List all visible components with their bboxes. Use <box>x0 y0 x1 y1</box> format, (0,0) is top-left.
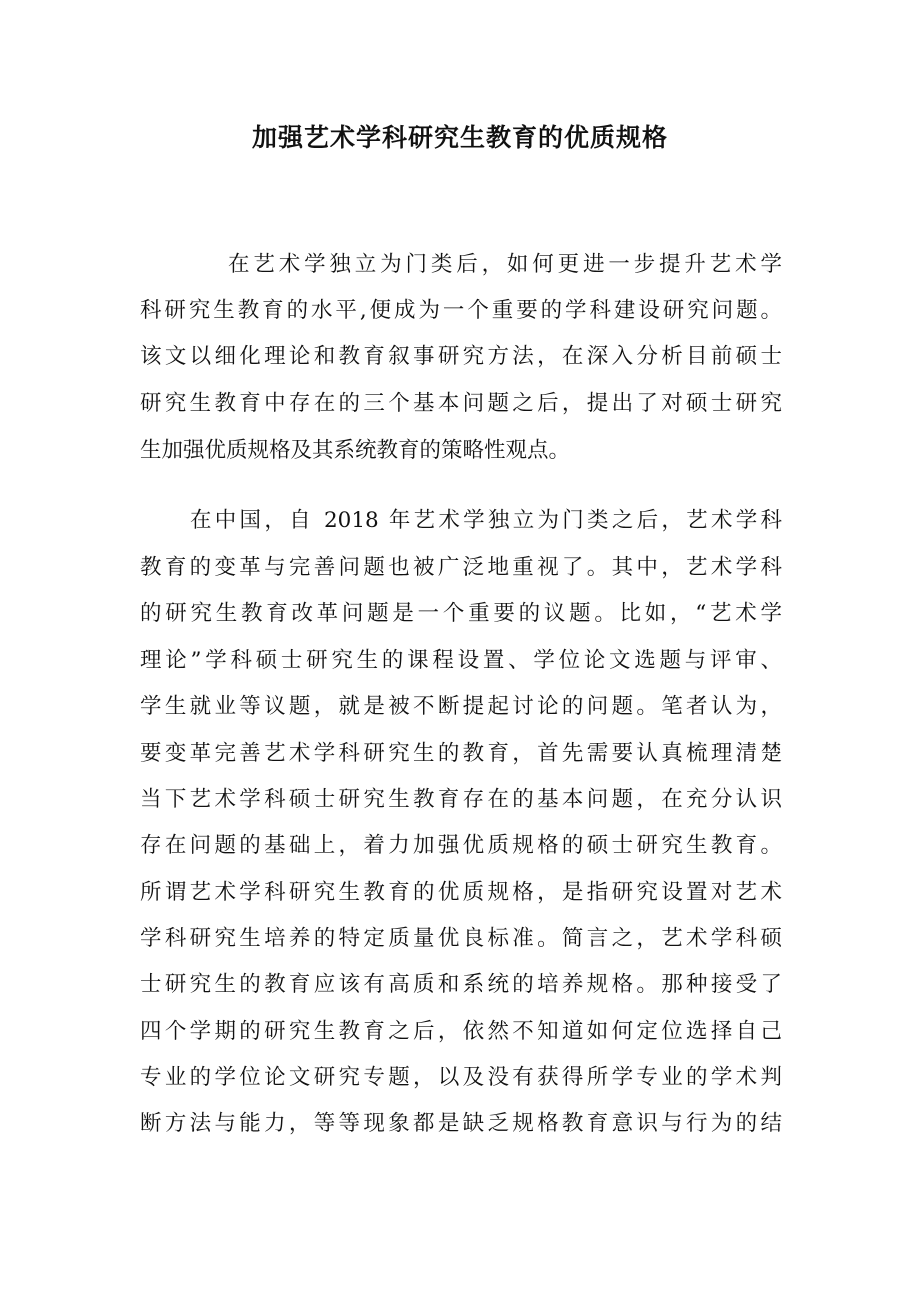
body-line: 所谓艺术学科研究生教育的优质规格，是指研究设置对艺术 <box>140 880 782 905</box>
body-line: 四个学期的研究生教育之后，依然不知道如何定位选择自己 <box>140 1019 782 1044</box>
document-title: 加强艺术学科研究生教育的优质规格 <box>251 123 668 152</box>
abstract-line: 科研究生教育的水平,便成为一个重要的学科建设研究问题。 <box>140 298 782 323</box>
body-line: 专业的学位论文研究专题，以及没有获得所学专业的学术判 <box>140 1065 782 1090</box>
body-line: 断方法与能力，等等现象都是缺乏规格教育意识与行为的结 <box>140 1111 782 1136</box>
body-line: 当下艺术学科硕士研究生教育存在的基本问题，在充分认识 <box>140 787 782 812</box>
body-line: 学科研究生培养的特定质量优良标准。简言之，艺术学科硕 <box>140 926 782 951</box>
body-line: 的研究生教育改革问题是一个重要的议题。比如，“艺术学 <box>140 601 782 626</box>
body-line: 教育的变革与完善问题也被广泛地重视了。其中，艺术学科 <box>140 555 782 580</box>
abstract-line: 生加强优质规格及其系统教育的策略性观点。 <box>140 438 571 463</box>
abstract-line: 在艺术学独立为门类后，如何更进一步提升艺术学 <box>228 252 782 277</box>
body-line: 士研究生的教育应该有高质和系统的培养规格。那种接受了 <box>140 972 782 997</box>
body-line: 要变革完善艺术学科研究生的教育，首先需要认真梳理清楚 <box>140 741 782 766</box>
abstract-line: 该文以细化理论和教育叙事研究方法，在深入分析目前硕士 <box>140 344 782 369</box>
body-line: 理论”学科硕士研究生的课程设置、学位论文选题与评审、 <box>140 648 782 673</box>
body-line: 在中国，自 2018 年艺术学独立为门类之后，艺术学科 <box>190 508 782 533</box>
body-line: 学生就业等议题，就是被不断提起讨论的问题。笔者认为， <box>140 694 782 719</box>
body-line: 存在问题的基础上，着力加强优质规格的硕士研究生教育。 <box>140 833 782 858</box>
abstract-line: 研究生教育中存在的三个基本问题之后，提出了对硕士研究 <box>140 391 782 416</box>
